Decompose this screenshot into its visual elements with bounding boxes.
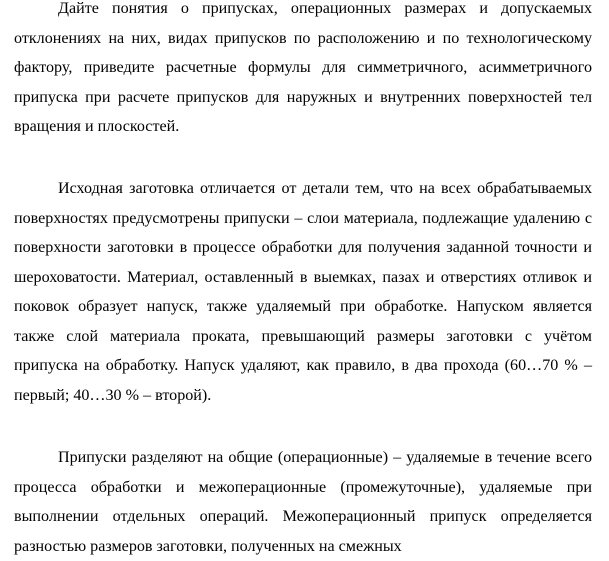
paragraph-allowance-types: Припуски разделяют на общие (операционные) – удаляемые в течение всего процесса обработки и межоперационные (промежуточные), удаляемые при выполнении отдельных операций. Межоперационный припуск определяется разностью размеров заготовки, полученных на смежных (14, 449, 592, 555)
paragraph-question: Дайте понятия о припусках, операционных размерах и допускаемых отклонениях на них, видах припусков по расположению и по технологическому фактору, приведите расчетные формулы для симметричного, асимметричного припуска при расчете припусков для наружных и внутренних поверхностей тел вращения и плоскостей. (14, 0, 592, 135)
paragraph-blank-definition: Исходная заготовка отличается от детали тем, что на всех обрабатываемых поверхностях предусмотрены припуски – слои материала, подлежащие удалению с поверхности заготовки в процессе обработки для получения заданной точности и шероховатости. Материал, оставленный в выемках, пазах и отверстиях отливок и поковок образует напуск, также удаляемый при обработке. Напуском является также слой материала проката, превышающий размеры заготовки с учётом припуска на обработку. Напуск удаляют, как правило, в два прохода (60…70 % – первый; 40…30 % – второй). (14, 180, 592, 404)
